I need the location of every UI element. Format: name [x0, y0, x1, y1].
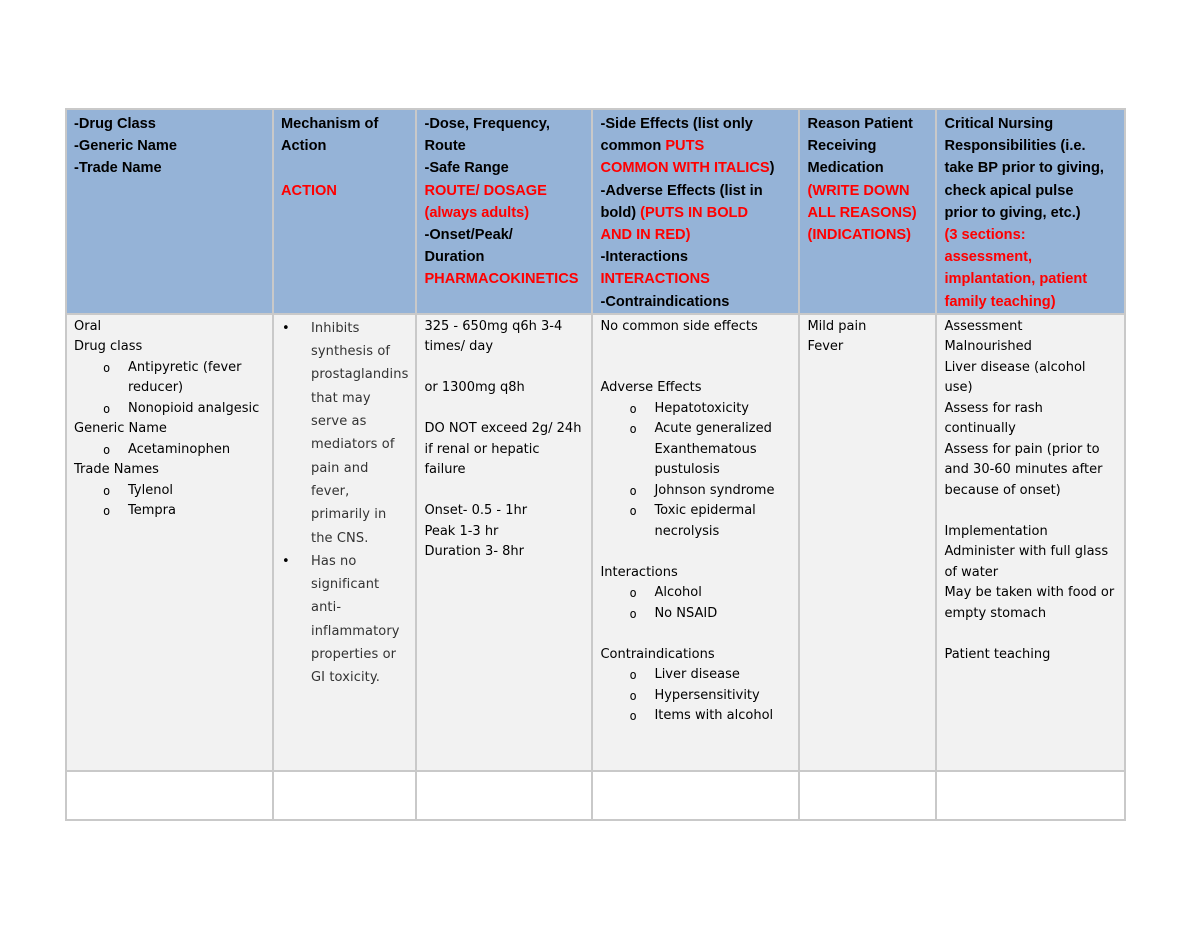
bullet-o-icon: o	[629, 504, 637, 519]
header-text: -Contraindications	[600, 293, 730, 310]
adverse-effects-list	[600, 399, 791, 543]
duration-text: Duration 3- 8hr	[424, 544, 524, 560]
adverse-effects-label: Adverse Effects	[600, 380, 702, 396]
list-item: o Tylenol	[103, 481, 265, 502]
header-text: bold)	[600, 204, 641, 221]
header-red-text: (PUTS IN BOLD	[640, 204, 749, 221]
header-red-text: assessment,	[944, 249, 1033, 266]
list-item: o Alcohol	[629, 583, 791, 604]
header-text: -Trade Name	[74, 160, 162, 177]
list-item: • Has no significant anti-inflammatory properties or GI toxicity.	[281, 550, 408, 690]
header-red-text: (WRITE DOWN	[807, 182, 910, 199]
implementation-label: Implementation	[944, 523, 1048, 539]
list-item: o Tempra	[103, 501, 265, 522]
header-red-text: (INDICATIONS)	[807, 227, 911, 244]
dose-text: 325 - 650mg q6h 3-4 times/ day	[424, 318, 563, 355]
interactions-label: Interactions	[600, 564, 678, 580]
indication-text: Fever	[807, 339, 844, 355]
empty-cell[interactable]	[936, 771, 1125, 820]
assessment-label: Assessment	[944, 318, 1023, 334]
bullet-o-icon: o	[103, 442, 111, 457]
header-red-text: INTERACTIONS	[600, 271, 710, 288]
cell-reason	[799, 314, 936, 771]
header-text: Mechanism of	[281, 116, 379, 132]
header-nursing	[936, 109, 1125, 314]
cell-dose	[416, 314, 592, 771]
header-red-text: family teaching)	[944, 293, 1056, 310]
trade-names-list	[74, 481, 265, 522]
header-text: -Generic Name	[74, 138, 178, 155]
bullet-o-icon: o	[629, 606, 637, 621]
bullet-o-icon: o	[629, 401, 637, 416]
cell-nursing	[936, 314, 1125, 771]
header-red-text: (3 sections:	[944, 227, 1026, 244]
nursing-text: Administer with full glass of water	[944, 544, 1109, 580]
list-item: o Johnson syndrome	[629, 481, 791, 502]
list-item: o Items with alcohol	[629, 706, 791, 727]
header-text: -Interactions	[600, 249, 689, 266]
contraindications-label: Contraindications	[600, 646, 715, 662]
drug-card-table	[65, 108, 1126, 821]
dose-limit-text: DO NOT exceed 2g/ 24h if renal or hepatic failure	[424, 421, 582, 478]
nursing-text: Assess for pain (prior to and 30-60 minutes after because of onset)	[944, 441, 1103, 498]
empty-cell[interactable]	[273, 771, 416, 820]
list-item: o Hypersensitivity	[629, 686, 791, 707]
header-text: Reason Patient	[807, 116, 913, 132]
list-item: o Acetaminophen	[103, 440, 265, 461]
bullet-o-icon: o	[629, 483, 637, 498]
header-text: Medication	[807, 160, 884, 177]
bullet-dot-icon: •	[282, 320, 290, 336]
header-drug-class	[66, 109, 273, 314]
nursing-text: Malnourished	[944, 339, 1032, 355]
header-red-text: PHARMACOKINETICS	[424, 271, 579, 288]
header-red-text: AND IN RED)	[600, 227, 691, 244]
bullet-o-icon: o	[103, 360, 111, 375]
header-text: -Onset/Peak/	[424, 227, 513, 244]
header-text: -Side Effects (list only	[600, 116, 753, 132]
dose-alt-text: or 1300mg q8h	[424, 380, 525, 396]
empty-cell[interactable]	[66, 771, 273, 820]
bullet-o-icon: o	[629, 709, 637, 724]
header-text: take BP prior to giving,	[944, 160, 1104, 177]
bullet-o-icon: o	[629, 688, 637, 703]
header-red-text: ACTION	[281, 182, 337, 199]
header-red-text: COMMON WITH ITALICS	[600, 160, 770, 177]
header-text: )	[769, 160, 775, 177]
header-text: Route	[424, 138, 466, 155]
empty-cell[interactable]	[799, 771, 936, 820]
cell-mechanism	[273, 314, 416, 771]
route-text: Oral	[74, 318, 102, 334]
mechanism-list	[281, 317, 408, 690]
list-item: o Hepatotoxicity	[629, 399, 791, 420]
header-red-text: ALL REASONS)	[807, 204, 917, 221]
bullet-dot-icon: •	[282, 553, 290, 569]
header-text: -Adverse Effects (list in	[600, 182, 763, 199]
header-row	[66, 109, 1125, 314]
header-text: Duration	[424, 249, 485, 266]
empty-row	[66, 771, 1125, 820]
drug-row	[66, 314, 1125, 771]
bullet-o-icon: o	[103, 483, 111, 498]
list-item: • Inhibits synthesis of prostaglandins that may serve as mediators of pain and fever, primarily in the CNS.	[281, 317, 408, 550]
interactions-list	[600, 583, 791, 624]
contraindications-list	[600, 665, 791, 727]
generic-name-label: Generic Name	[74, 421, 167, 437]
nursing-text: Assess for rash continually	[944, 400, 1043, 437]
header-text: prior to giving, etc.)	[944, 204, 1081, 221]
generic-name-list	[74, 440, 265, 461]
drug-class-label: Drug class	[74, 339, 143, 355]
list-item: o Toxic epidermal necrolysis	[629, 503, 756, 539]
header-red-text: PUTS	[665, 138, 705, 155]
header-mechanism	[273, 109, 416, 314]
bullet-o-icon: o	[629, 586, 637, 601]
header-dose	[416, 109, 592, 314]
header-red-text: (always adults)	[424, 204, 530, 221]
bullet-o-icon: o	[629, 422, 637, 437]
list-item: o Nonopioid analgesic	[103, 399, 265, 420]
list-item: o Acute generalized Exanthematous pustulosis	[629, 421, 772, 478]
trade-names-label: Trade Names	[74, 462, 159, 478]
header-text: Receiving	[807, 138, 877, 155]
bullet-o-icon: o	[103, 401, 111, 416]
header-text: Responsibilities (i.e.	[944, 138, 1086, 155]
list-item: o No NSAID	[629, 604, 791, 625]
bullet-o-icon: o	[629, 668, 637, 683]
header-text: Critical Nursing	[944, 116, 1054, 132]
header-reason	[799, 109, 936, 314]
header-text: -Drug Class	[74, 116, 156, 132]
empty-cell[interactable]	[592, 771, 799, 820]
onset-text: Onset- 0.5 - 1hr	[424, 503, 528, 519]
header-text: -Dose, Frequency,	[424, 116, 550, 132]
indication-text: Mild pain	[807, 318, 867, 334]
nursing-text: Liver disease (alcohol use)	[944, 359, 1086, 396]
patient-teaching-label: Patient teaching	[944, 646, 1051, 662]
bullet-o-icon: o	[103, 504, 111, 519]
peak-text: Peak 1-3 hr	[424, 523, 499, 539]
nursing-text: May be taken with food or empty stomach	[944, 585, 1115, 621]
empty-cell[interactable]	[416, 771, 592, 820]
header-text: check apical pulse	[944, 182, 1074, 199]
header-text: Action	[281, 138, 327, 155]
header-red-text: ROUTE/ DOSAGE	[424, 182, 547, 199]
list-item: o Liver disease	[629, 665, 791, 686]
cell-side-effects	[592, 314, 799, 771]
header-red-text: implantation, patient	[944, 271, 1088, 288]
header-text: common	[600, 138, 666, 155]
header-side-effects	[592, 109, 799, 314]
cell-drug-class	[66, 314, 273, 771]
side-effects-text: No common side effects	[600, 318, 758, 334]
list-item: o Antipyretic (fever reducer)	[103, 359, 242, 396]
header-text: -Safe Range	[424, 160, 509, 177]
drug-class-list	[74, 358, 265, 420]
